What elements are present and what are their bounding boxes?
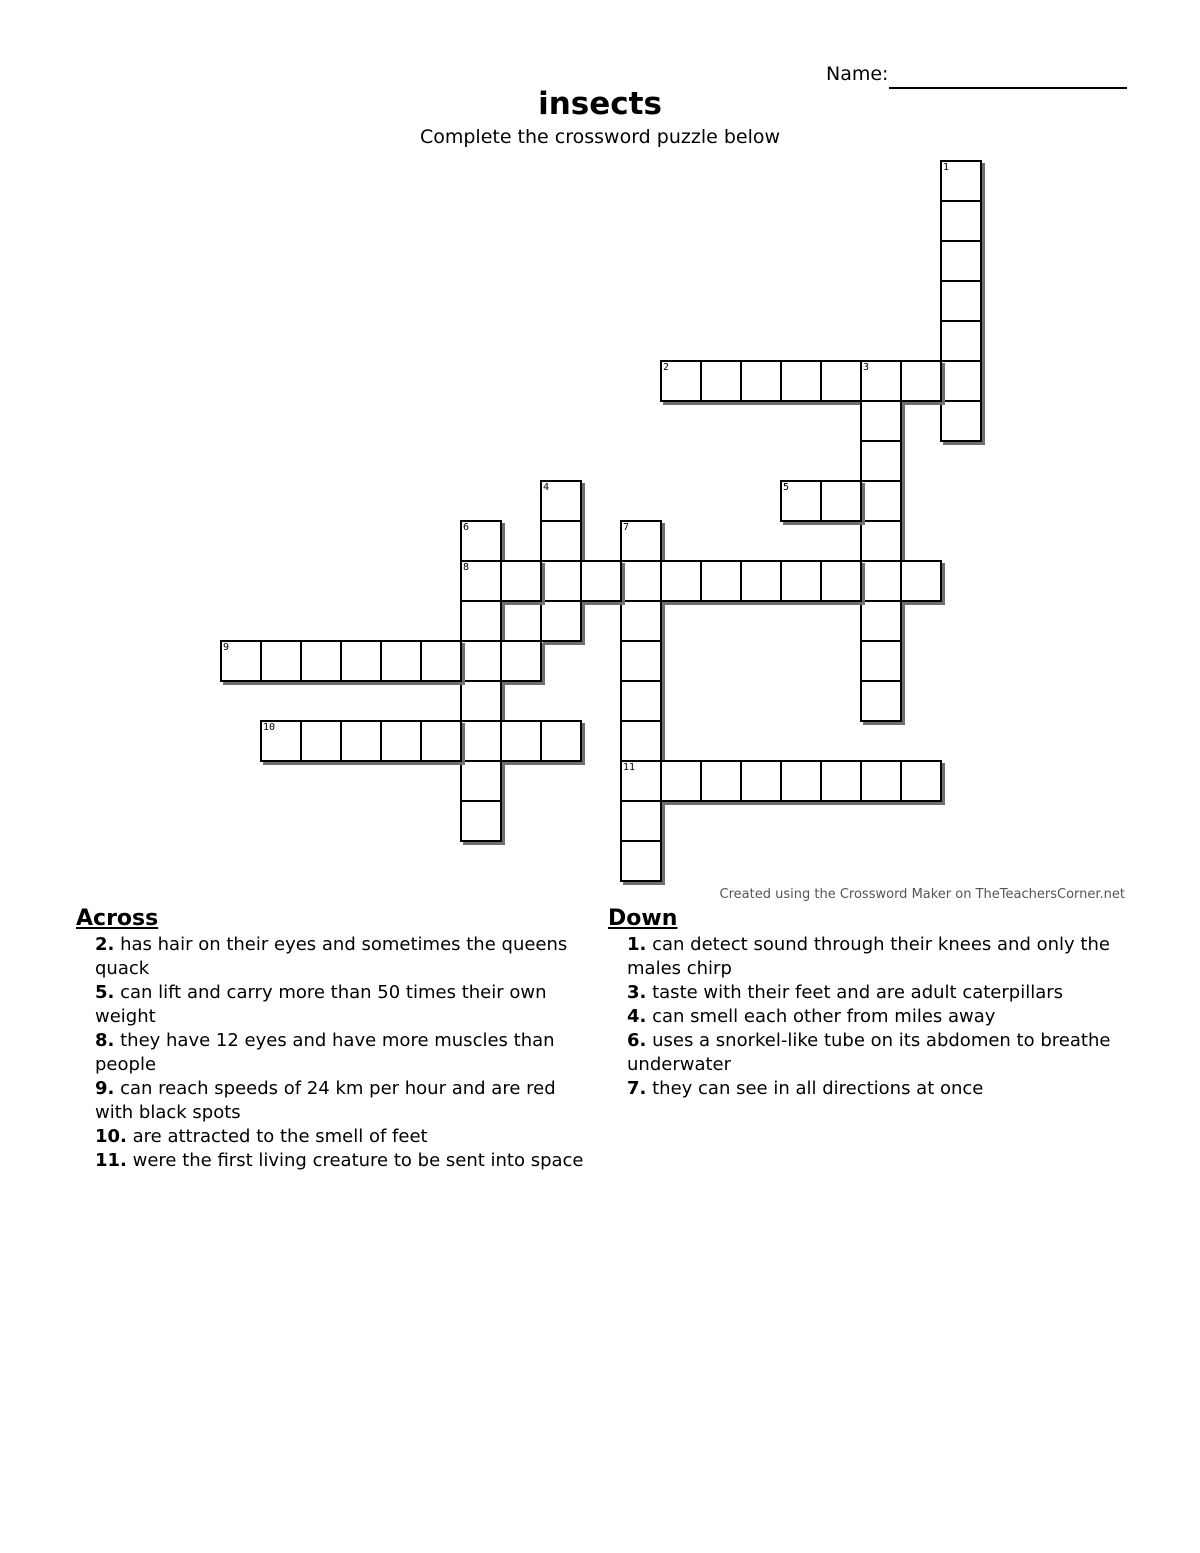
clue-item-number: 1.: [627, 934, 647, 955]
grid-cell[interactable]: [700, 560, 742, 602]
grid-cell[interactable]: [940, 160, 982, 202]
grid-cell[interactable]: [700, 760, 742, 802]
clue-item-number: 10.: [95, 1126, 127, 1147]
grid-cell[interactable]: [820, 560, 862, 602]
grid-cell[interactable]: [940, 400, 982, 442]
grid-cell[interactable]: [380, 720, 422, 762]
down-clue-item: [608, 1077, 1128, 1101]
grid-cell[interactable]: [660, 360, 702, 402]
grid-cell[interactable]: [940, 360, 982, 402]
grid-cell[interactable]: [620, 640, 662, 682]
grid-cell[interactable]: [860, 560, 902, 602]
across-clue-item: [76, 1125, 586, 1149]
clue-number: 6: [463, 522, 470, 533]
credit-text: Created using the Crossword Maker on TheTeachersCorner.net: [719, 887, 1125, 902]
grid-cell[interactable]: [860, 600, 902, 642]
down-heading: Down: [608, 906, 678, 931]
clue-number: 4: [543, 482, 550, 493]
grid-cell[interactable]: [900, 360, 942, 402]
clue-item-number: 8.: [95, 1030, 115, 1051]
grid-cell[interactable]: [700, 360, 742, 402]
across-clue-item: [76, 933, 586, 981]
grid-cell[interactable]: [620, 520, 662, 562]
across-clues: [76, 905, 586, 1173]
grid-cell[interactable]: [540, 720, 582, 762]
clue-item-number: 4.: [627, 1006, 647, 1027]
grid-cell[interactable]: [940, 320, 982, 362]
across-heading: Across: [76, 906, 159, 931]
grid-cell[interactable]: [460, 680, 502, 722]
grid-cell[interactable]: [860, 640, 902, 682]
grid-cell[interactable]: [740, 360, 782, 402]
across-clue-item: [76, 1029, 586, 1077]
clue-item-text: taste with their feet and are adult caterpillars: [646, 982, 1064, 1003]
grid-cell[interactable]: [860, 440, 902, 482]
clue-item-text: can detect sound through their knees and only the males chirp: [627, 934, 1110, 979]
down-clue-item: [608, 1029, 1128, 1077]
clue-item-text: has hair on their eyes and sometimes the queens quack: [95, 934, 568, 979]
grid-cell[interactable]: [860, 520, 902, 562]
grid-cell[interactable]: [780, 760, 822, 802]
grid-cell[interactable]: [420, 640, 462, 682]
clue-number: 11: [623, 762, 636, 773]
grid-cell[interactable]: [580, 560, 622, 602]
grid-cell[interactable]: [620, 600, 662, 642]
grid-cell[interactable]: [460, 560, 502, 602]
grid-cell[interactable]: [460, 520, 502, 562]
clue-item-text: can smell each other from miles away: [646, 1006, 996, 1027]
grid-cell[interactable]: [420, 720, 462, 762]
grid-cell[interactable]: [860, 680, 902, 722]
down-clue-item: [608, 933, 1128, 981]
clue-item-text: they have 12 eyes and have more muscles than people: [95, 1030, 555, 1075]
grid-cell[interactable]: [540, 480, 582, 522]
grid-cell[interactable]: [940, 280, 982, 322]
clue-number: 7: [623, 522, 630, 533]
across-clue-item: [76, 981, 586, 1029]
grid-cell[interactable]: [860, 480, 902, 522]
clue-item-number: 5.: [95, 982, 115, 1003]
clue-item-text: they can see in all directions at once: [646, 1078, 984, 1099]
grid-cell[interactable]: [620, 680, 662, 722]
grid-cell[interactable]: [300, 640, 342, 682]
grid-cell[interactable]: [460, 800, 502, 842]
clue-item-text: were the first living creature to be sent into space: [126, 1150, 584, 1171]
grid-cell[interactable]: [540, 560, 582, 602]
down-clues: [608, 905, 1128, 1101]
grid-cell[interactable]: [220, 640, 262, 682]
grid-cell[interactable]: [860, 760, 902, 802]
grid-cell[interactable]: [620, 560, 662, 602]
grid-cell[interactable]: [940, 240, 982, 282]
grid-cell[interactable]: [380, 640, 422, 682]
clue-item-number: 3.: [627, 982, 647, 1003]
grid-cell[interactable]: [460, 640, 502, 682]
clue-item-number: 2.: [95, 934, 115, 955]
clue-number: 3: [863, 362, 870, 373]
grid-cell[interactable]: [620, 800, 662, 842]
down-clue-item: [608, 1005, 1128, 1029]
grid-cell[interactable]: [660, 760, 702, 802]
grid-cell[interactable]: [820, 360, 862, 402]
grid-cell[interactable]: [500, 640, 542, 682]
clue-number: 1: [943, 162, 950, 173]
grid-cell[interactable]: [300, 720, 342, 762]
clue-item-text: can lift and carry more than 50 times their own weight: [95, 982, 547, 1027]
across-clue-list: [76, 933, 586, 1173]
grid-cell[interactable]: [340, 640, 382, 682]
grid-cell[interactable]: [460, 600, 502, 642]
clue-item-number: 9.: [95, 1078, 115, 1099]
clue-item-number: 6.: [627, 1030, 647, 1051]
clue-item-text: are attracted to the smell of feet: [126, 1126, 428, 1147]
across-clue-item: [76, 1149, 586, 1173]
grid-cell[interactable]: [460, 720, 502, 762]
clue-item-text: uses a snorkel-like tube on its abdomen to breathe underwater: [627, 1030, 1111, 1075]
grid-cell[interactable]: [940, 200, 982, 242]
grid-cell[interactable]: [860, 360, 902, 402]
grid-cell[interactable]: [260, 640, 302, 682]
grid-cell[interactable]: [540, 520, 582, 562]
grid-cell[interactable]: [780, 480, 822, 522]
clue-number: 5: [783, 482, 790, 493]
grid-cell[interactable]: [820, 760, 862, 802]
grid-cell[interactable]: [340, 720, 382, 762]
grid-cell[interactable]: [780, 560, 822, 602]
grid-cell[interactable]: [500, 560, 542, 602]
grid-cell[interactable]: [460, 760, 502, 802]
clue-number: 8: [463, 562, 470, 573]
grid-cell[interactable]: [500, 720, 542, 762]
grid-cell[interactable]: [820, 480, 862, 522]
grid-cell[interactable]: [900, 760, 942, 802]
clue-number: 2: [663, 362, 670, 373]
clue-number: 10: [263, 722, 276, 733]
grid-cell[interactable]: [780, 360, 822, 402]
clue-item-number: 7.: [627, 1078, 647, 1099]
across-clue-item: [76, 1077, 586, 1125]
grid-cell[interactable]: [900, 560, 942, 602]
grid-cell[interactable]: [660, 560, 702, 602]
clue-item-number: 11.: [95, 1150, 127, 1171]
grid-cell[interactable]: [260, 720, 302, 762]
grid-cell[interactable]: [540, 600, 582, 642]
clue-item-text: can reach speeds of 24 km per hour and are red with black spots: [95, 1078, 556, 1123]
grid-cell[interactable]: [620, 840, 662, 882]
down-clue-list: [608, 933, 1128, 1101]
down-clue-item: [608, 981, 1128, 1005]
grid-cell[interactable]: [860, 400, 902, 442]
grid-cell[interactable]: [620, 760, 662, 802]
clue-number: 9: [223, 642, 230, 653]
grid-cell[interactable]: [740, 760, 782, 802]
grid-cell[interactable]: [740, 560, 782, 602]
name-label: Name:: [826, 63, 889, 85]
page-title: insects: [538, 86, 662, 122]
page-subtitle: Complete the crossword puzzle below: [419, 126, 781, 148]
grid-cell[interactable]: [620, 720, 662, 762]
